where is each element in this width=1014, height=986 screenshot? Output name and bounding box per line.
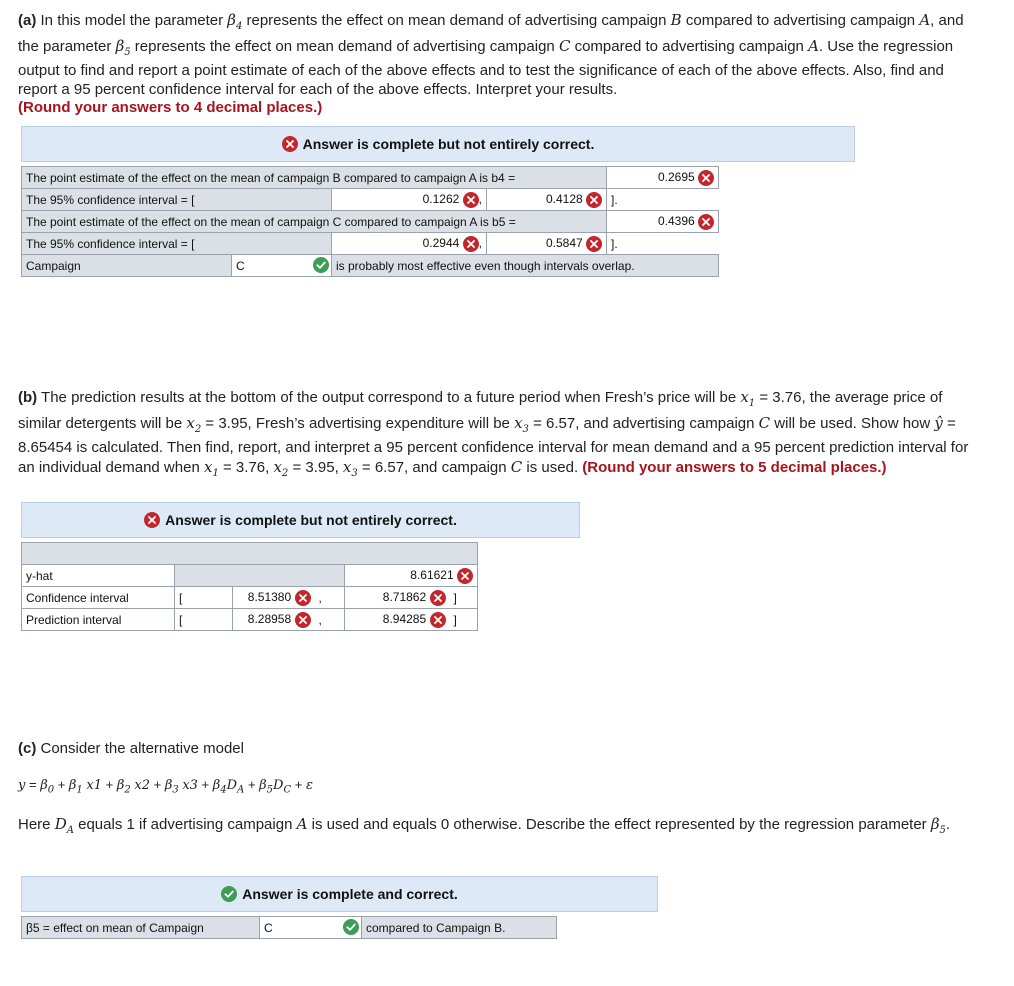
answer-input-b5[interactable]: 0.4396 bbox=[607, 211, 719, 233]
empty-cell bbox=[175, 565, 345, 587]
table-row bbox=[22, 587, 478, 609]
x-circle-icon bbox=[457, 568, 473, 584]
question-b-text: (b) The prediction results at the bottom of the output correspond to a future period when Fresh’s price will be $x_1 = 3.76$, the average price of similar detergents will be $x_2 = 3.95$, Fresh’s advertising expenditure will be $x_3 = 6.57$, and advertising campaign C will be used. Show how ŷ = 8.65454 is calculated. Then find, report, and interpret a 95 percent confidence interval for mean demand and a 95 percent prediction interval for an individual demand when $x_1 = 3.76$, $x_2 = 3.95$, $x_3 = 6.57$, and campaign C is used. (Round your answers to 5 decimal places.) bbox=[18, 388, 969, 479]
row-label: Confidence interval bbox=[22, 587, 175, 609]
answer-input-b5-ci-high[interactable]: 0.5847 bbox=[487, 233, 607, 255]
row-label: β5 = effect on mean of Campaign bbox=[22, 917, 260, 939]
bracket: [ bbox=[175, 587, 233, 609]
x-circle-icon bbox=[586, 192, 602, 208]
x-circle-icon bbox=[295, 590, 311, 606]
bracket: [ bbox=[175, 609, 233, 631]
table-header bbox=[22, 543, 478, 565]
header-row bbox=[22, 543, 478, 565]
answer-input-b4[interactable]: 0.2695 bbox=[607, 167, 719, 189]
interval-close: ]. bbox=[611, 236, 618, 251]
row-label: The point estimate of the effect on the mean of campaign C compared to campaign A is b5 = bbox=[22, 211, 607, 233]
answer-input-ci-high[interactable]: 8.71862 bbox=[345, 587, 450, 609]
x-circle-icon bbox=[698, 170, 714, 186]
x-circle-icon bbox=[144, 512, 160, 528]
table-row bbox=[22, 609, 478, 631]
table-row bbox=[22, 211, 719, 233]
answer-input-b4-ci-low[interactable]: 0.1262 , bbox=[332, 189, 487, 211]
row-label: y-hat bbox=[22, 565, 175, 587]
question-a-text: (a) In this model the parameter $\beta_4$ represents the effect on mean demand of advertising campaign B compared to advertising campaign A, and the parameter $\beta_5$ represents the effect on mean demand of advertising campaign C compared to advertising campaign A. Use the regression output to find and report a point estimate of each of the above effects and to test the significance of each of the above effects. Also, find and report a 95 percent confidence interval for each of the above effects. Interpret your results. (Round your answers to 4 decimal places.) bbox=[18, 11, 964, 117]
round-instruction: (Round your answers to 5 decimal places.) bbox=[582, 458, 887, 476]
answer-status-banner: Answer is complete but not entirely correct. bbox=[21, 502, 580, 538]
campaign-select[interactable]: C bbox=[232, 255, 332, 277]
bracket: ] bbox=[450, 587, 478, 609]
row-label: The 95% confidence interval = [ bbox=[22, 189, 332, 211]
x-circle-icon bbox=[430, 590, 446, 606]
table-row bbox=[22, 167, 719, 189]
x-circle-icon bbox=[282, 136, 298, 152]
answer-table-c bbox=[21, 916, 557, 939]
round-instruction: (Round your answers to 4 decimal places.) bbox=[18, 99, 323, 117]
row-label: Campaign bbox=[22, 255, 232, 277]
row-label: The 95% confidence interval = [ bbox=[22, 233, 332, 255]
interval-close: ]. bbox=[611, 192, 618, 207]
answer-input-yhat[interactable]: 8.61621 bbox=[345, 565, 478, 587]
x-circle-icon bbox=[295, 612, 311, 628]
x-circle-icon bbox=[586, 236, 602, 252]
answer-status-banner: Answer is complete but not entirely correct. bbox=[21, 126, 855, 162]
answer-status-banner: Answer is complete and correct. bbox=[21, 876, 658, 912]
table-row bbox=[22, 917, 557, 939]
check-circle-icon bbox=[221, 886, 237, 902]
x-circle-icon bbox=[430, 612, 446, 628]
table-row bbox=[22, 255, 719, 277]
question-c-here-text: Here $D_A$ equals 1 if advertising campaign A is used and equals 0 otherwise. Describe the effect represented by the regression parameter $\beta_5$. bbox=[18, 815, 951, 836]
answer-input-b4-ci-high[interactable]: 0.4128 bbox=[487, 189, 607, 211]
row-text: is probably most effective even though intervals overlap. bbox=[332, 255, 719, 277]
question-c-text: (c) Consider the alternative model bbox=[18, 740, 244, 757]
table-row bbox=[22, 233, 719, 255]
answer-input-pi-high[interactable]: 8.94285 bbox=[345, 609, 450, 631]
comma: , bbox=[315, 587, 345, 609]
x-circle-icon bbox=[463, 236, 479, 252]
x-circle-icon bbox=[463, 192, 479, 208]
answer-input-ci-low[interactable]: 8.51380 bbox=[233, 587, 315, 609]
table-row bbox=[22, 565, 478, 587]
answer-input-pi-low[interactable]: 8.28958 bbox=[233, 609, 315, 631]
check-circle-icon bbox=[313, 257, 329, 273]
row-text: compared to Campaign B. bbox=[362, 917, 557, 939]
answer-table-b bbox=[21, 542, 478, 631]
check-circle-icon bbox=[343, 919, 359, 935]
row-label: Prediction interval bbox=[22, 609, 175, 631]
bracket: ] bbox=[450, 609, 478, 631]
answer-table-a bbox=[21, 166, 719, 277]
campaign-select[interactable]: C bbox=[260, 917, 362, 939]
x-circle-icon bbox=[698, 214, 714, 230]
comma: , bbox=[315, 609, 345, 631]
table-row bbox=[22, 189, 719, 211]
model-equation: $y = \beta_0 + \beta_1$ $x1 + \beta_2$ $x2 + \beta_3$ $x3 + \beta_4D_A + \beta_5D_C + \varepsilon$ bbox=[18, 777, 313, 796]
row-label: The point estimate of the effect on the mean of campaign B compared to campaign A is b4 = bbox=[22, 167, 607, 189]
answer-input-b5-ci-low[interactable]: 0.2944 , bbox=[332, 233, 487, 255]
